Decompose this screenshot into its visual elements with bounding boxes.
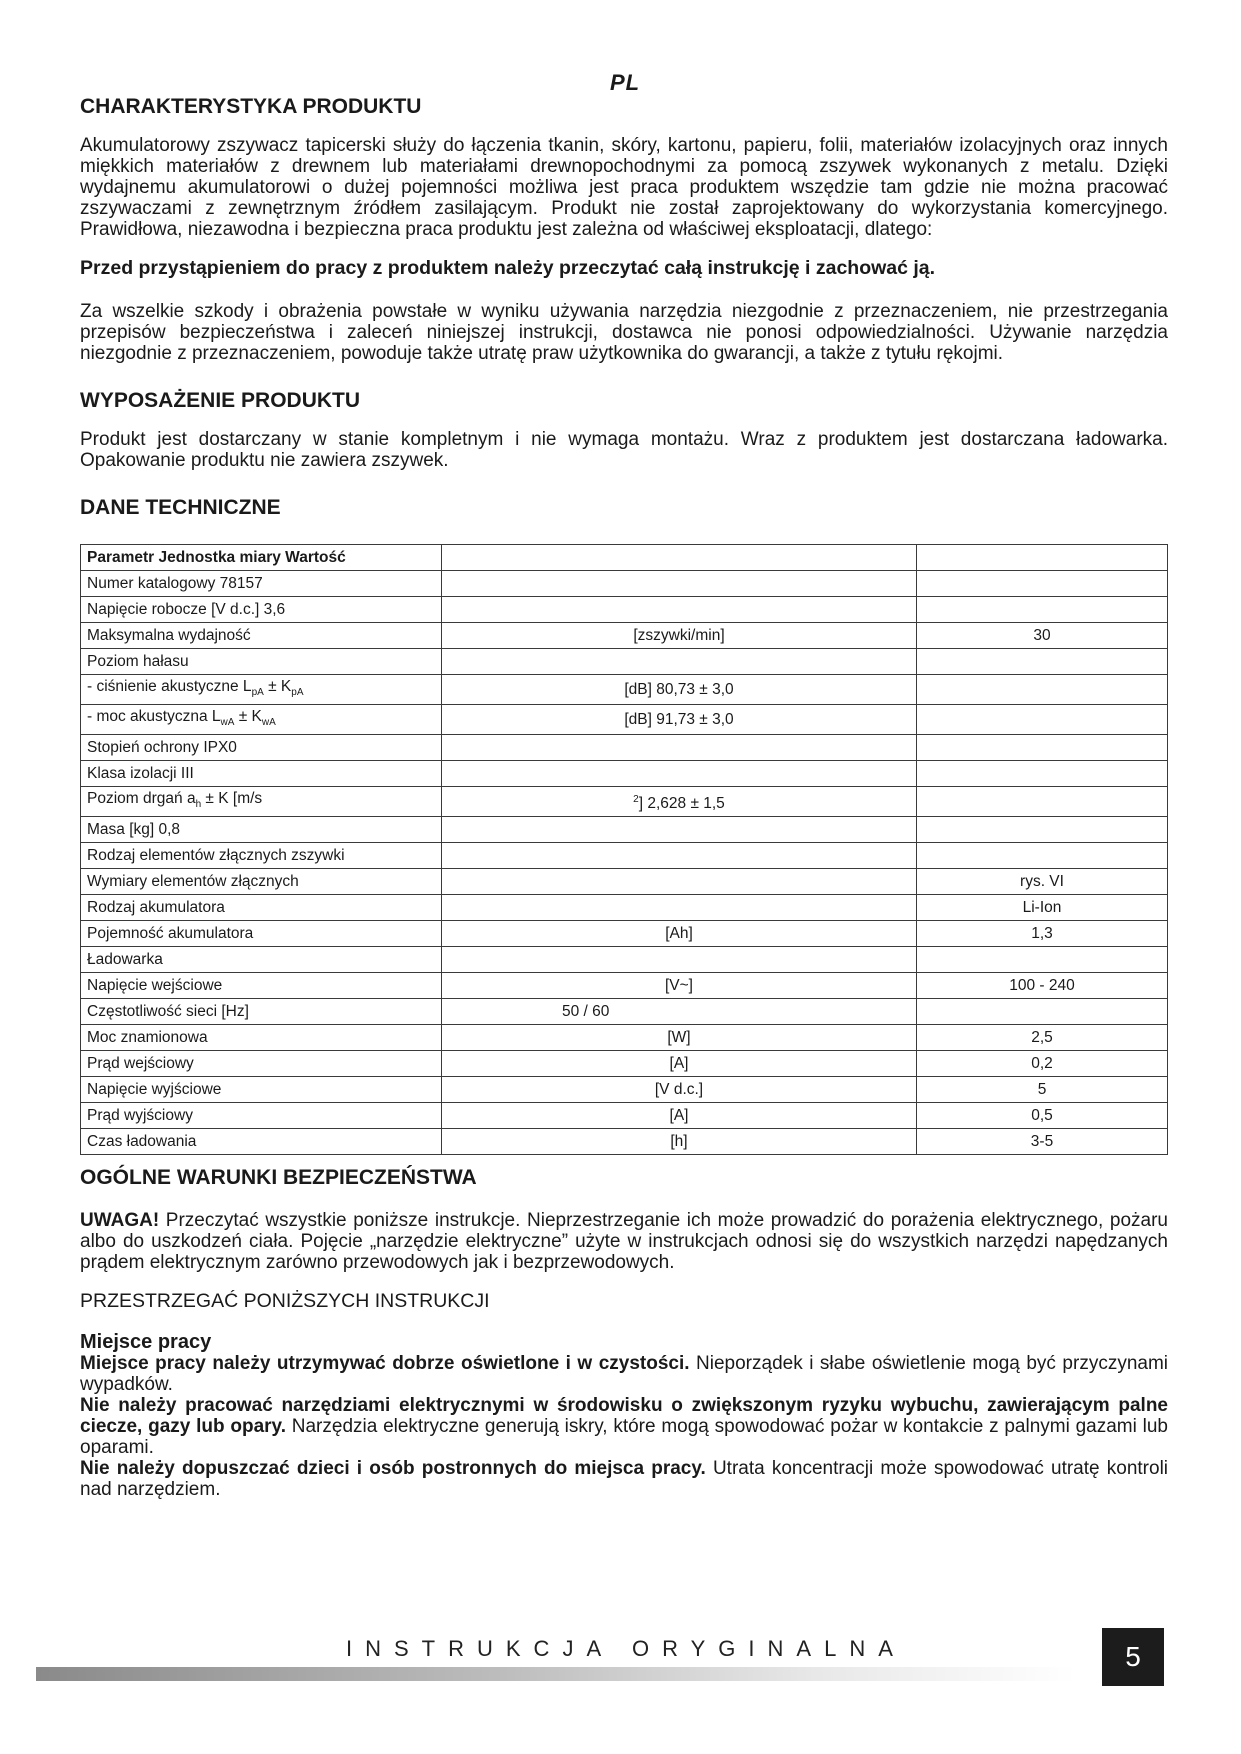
- unit-cell: [442, 787, 917, 817]
- param-subscript: wA: [261, 717, 276, 729]
- param-cell: Klasa izolacji III: [81, 761, 442, 787]
- param-cell: [81, 787, 442, 817]
- param-cell: Masa [kg] 0,8: [81, 817, 442, 843]
- param-text: Poziom drgań a: [87, 790, 196, 808]
- unit-cell: [442, 947, 917, 973]
- param-cell: Prąd wejściowy: [81, 1051, 442, 1077]
- unit-cell: [h]: [442, 1129, 917, 1155]
- table-row: [81, 999, 1168, 1025]
- unit-cell: [Ah]: [442, 921, 917, 947]
- param-cell: Prąd wyjściowy: [81, 1103, 442, 1129]
- subheading-workplace: Miejsce pracy: [80, 1331, 212, 1354]
- unit-cell: [442, 649, 917, 675]
- safety-item-text: Narzędzia elektryczne generują iskry, które mogą spowodować pożar w kontakcie z palnymi gazami lub oparami.: [80, 1416, 1168, 1459]
- param-cell: Wymiary elementów złącznych: [81, 869, 442, 895]
- warning-label: UWAGA!: [80, 1210, 160, 1232]
- read-instructions-warning: Przed przystąpieniem do pracy z produktem należy przeczytać całą instrukcję i zachować ją.: [80, 257, 936, 279]
- unit-cell: [442, 571, 917, 597]
- value-cell: 1,3: [917, 921, 1168, 947]
- value-cell: [917, 999, 1168, 1025]
- value-cell: [917, 571, 1168, 597]
- value-cell: 3-5: [917, 1129, 1168, 1155]
- table-row: [81, 921, 1168, 947]
- param-text: ± K: [263, 678, 292, 695]
- value-cell: 0,2: [917, 1051, 1168, 1077]
- value-cell: Li-Ion: [917, 895, 1168, 921]
- unit-cell: [W]: [442, 1025, 917, 1051]
- value-cell: [917, 843, 1168, 869]
- safety-item-bold: Nie należy dopuszczać dzieci i osób postronnych do miejsca pracy.: [80, 1458, 706, 1480]
- heading-safety: OGÓLNE WARUNKI BEZPIECZEŃSTWA: [80, 1166, 477, 1190]
- page-content: [80, 96, 1168, 1500]
- value-cell: [917, 649, 1168, 675]
- table-row: [81, 869, 1168, 895]
- table-row: [81, 597, 1168, 623]
- unit-text: ] 2,628 ± 1,5: [638, 795, 725, 813]
- heading-equipment: WYPOSAŻENIE PRODUKTU: [80, 389, 361, 412]
- safety-item-text: Utrata koncentracji może spowodować utratę kontroli nad narzędziem.: [80, 1458, 1169, 1501]
- param-subscript: pA: [291, 687, 304, 699]
- param-cell: Napięcie wyjściowe: [81, 1077, 442, 1103]
- value-cell: [917, 817, 1168, 843]
- param-cell: Maksymalna wydajność: [81, 623, 442, 649]
- follow-instructions: PRZESTRZEGAĆ PONIŻSZYCH INSTRUKCJI: [80, 1290, 490, 1313]
- param-cell: Poziom hałasu: [81, 649, 442, 675]
- value-cell: 30: [917, 623, 1168, 649]
- table-row: [81, 787, 1168, 817]
- safety-warning-paragraph: [80, 1210, 1168, 1273]
- param-subscript: pA: [251, 687, 264, 699]
- table-row: [81, 705, 1168, 735]
- table-row: [81, 817, 1168, 843]
- value-cell: [917, 705, 1168, 735]
- param-text: ± K [m/s: [201, 790, 263, 808]
- param-cell: Rodzaj elementów złącznych zszywki: [81, 843, 442, 869]
- value-cell: [917, 947, 1168, 973]
- unit-superscript: 2: [633, 794, 639, 806]
- equipment-paragraph: Produkt jest dostarczany w stanie kompletnym i nie wymaga montażu. Wraz z produktem jest dostarczana ładowarka. Opakowanie produktu nie zawiera zszywek.: [80, 429, 1168, 471]
- param-subscript: h: [195, 799, 202, 811]
- value-cell: [917, 675, 1168, 705]
- table-header-value: [917, 545, 1168, 571]
- value-cell: 5: [917, 1077, 1168, 1103]
- table-header-row: [81, 545, 1168, 571]
- param-cell: Napięcie wejściowe: [81, 973, 442, 999]
- table-row: [81, 735, 1168, 761]
- table-row: [81, 1051, 1168, 1077]
- table-row: [81, 1025, 1168, 1051]
- workplace-items: [80, 1353, 1168, 1500]
- param-cell: Pojemność akumulatora: [81, 921, 442, 947]
- unit-cell: [442, 761, 917, 787]
- liability-paragraph: Za wszelkie szkody i obrażenia powstałe w wyniku używania narzędzia niezgodnie z przeznaczeniem, nie przestrzegania przepisów bezpieczeństwa i zaleceń niniejszej instrukcji, dostawca nie ponosi odpowiedzialności. Używanie narzędzia niezgodnie z przeznaczeniem, powoduje także utratę praw użytkownika do gwarancji, a także z tytułu rękojmi.: [80, 301, 1168, 364]
- unit-cell: [442, 735, 917, 761]
- table-header-cell: Parametr Jednostka miary Wartość: [81, 545, 442, 571]
- param-text: ± K: [234, 708, 262, 726]
- safety-item: [80, 1458, 1168, 1500]
- param-text: - ciśnienie akustyczne L: [87, 678, 252, 695]
- param-cell: Napięcie robocze [V d.c.] 3,6: [81, 597, 442, 623]
- footer-gradient-bar: [36, 1667, 1076, 1681]
- table-row: [81, 649, 1168, 675]
- value-cell: 0,5: [917, 1103, 1168, 1129]
- safety-item-text: Nieporządek i słabe oświetlenie mogą być przyczynami wypadków.: [80, 1353, 1168, 1396]
- param-cell: Numer katalogowy 78157: [81, 571, 442, 597]
- table-row: [81, 761, 1168, 787]
- param-cell: Częstotliwość sieci [Hz]: [81, 999, 442, 1025]
- value-cell: [917, 761, 1168, 787]
- safety-item: [80, 1353, 1168, 1395]
- safety-item: [80, 1395, 1168, 1458]
- safety-item-bold: Miejsce pracy należy utrzymywać dobrze oświetlone i w czystości.: [80, 1353, 690, 1375]
- unit-cell: [A]: [442, 1103, 917, 1129]
- table-row: [81, 895, 1168, 921]
- value-cell: [917, 787, 1168, 817]
- unit-cell: [442, 597, 917, 623]
- unit-cell: [442, 843, 917, 869]
- param-cell: Rodzaj akumulatora: [81, 895, 442, 921]
- heading-characteristics: CHARAKTERYSTYKA PRODUKTU: [80, 95, 422, 118]
- unit-cell: [442, 895, 917, 921]
- table-row: [81, 1103, 1168, 1129]
- safety-item-bold: Nie należy pracować narzędziami elektrycznymi w środowisku o zwiększonym ryzyku wybuchu, zawierającym palne ciecze, gazy lub opary.: [80, 1395, 1168, 1438]
- param-subscript: wA: [220, 717, 235, 729]
- warning-text: Przeczytać wszystkie poniższe instrukcje. Nieprzestrzeganie ich może prowadzić do porażenia elektrycznego, pożaru albo do uszkodzeń ciała. Pojęcie „narzędzie elektryczne” użyte w instrukcjach odnosi się do wszystkich narzędzi napędzanych prądem elektrycznym zarówno przewodowych jak i bezprzewodowych.: [80, 1210, 1168, 1274]
- param-cell: Czas ładowania: [81, 1129, 442, 1155]
- table-header-unit: [442, 545, 917, 571]
- table-row: [81, 1077, 1168, 1103]
- footer-title: INSTRUKCJA ORYGINALNA: [346, 1636, 906, 1661]
- value-cell: 2,5: [917, 1025, 1168, 1051]
- unit-cell: [V d.c.]: [442, 1077, 917, 1103]
- value-cell: [917, 735, 1168, 761]
- table-row: [81, 1129, 1168, 1155]
- unit-cell: [zszywki/min]: [442, 623, 917, 649]
- table-row: [81, 623, 1168, 649]
- unit-cell: [442, 869, 917, 895]
- page-number: 5: [1102, 1628, 1164, 1686]
- technical-data-table: [80, 544, 1168, 1155]
- value-cell: 100 - 240: [917, 973, 1168, 999]
- value-cell: rys. VI: [917, 869, 1168, 895]
- unit-cell: 50 / 60: [442, 999, 917, 1025]
- unit-cell: [V~]: [442, 973, 917, 999]
- table-row: [81, 675, 1168, 705]
- unit-cell: [442, 817, 917, 843]
- param-cell: [81, 705, 442, 735]
- heading-technical-data: DANE TECHNICZNE: [80, 496, 281, 519]
- table-row: [81, 947, 1168, 973]
- characteristics-paragraph: Akumulatorowy zszywacz tapicerski służy do łączenia tkanin, skóry, kartonu, papieru, folii, materiałów izolacyjnych oraz innych miękkich materiałów z drewnem lub materiałami drewnopochodnymi za pomocą zszywek wykonanych z metalu. Dzięki wydajnemu akumulatorowi o dużej pojemności możliwa jest praca produktem wszędzie tam gdzie nie można pracować zszywaczami z zewnętrznym źródłem zasilającym. Produkt nie został zaprojektowany do wykorzystania komercyjnego. Prawidłowa, niezawodna i bezpieczna praca produktu jest zależna od właściwej eksploatacji, dlatego:: [80, 135, 1168, 240]
- language-code: PL: [610, 70, 641, 95]
- unit-cell: [dB] 80,73 ± 3,0: [442, 675, 917, 705]
- table-row: [81, 973, 1168, 999]
- param-cell: Stopień ochrony IPX0: [81, 735, 442, 761]
- table-row: [81, 843, 1168, 869]
- param-cell: Ładowarka: [81, 947, 442, 973]
- param-cell: Moc znamionowa: [81, 1025, 442, 1051]
- table-row: [81, 571, 1168, 597]
- unit-cell: [dB] 91,73 ± 3,0: [442, 705, 917, 735]
- unit-cell: [A]: [442, 1051, 917, 1077]
- param-cell: [81, 675, 442, 705]
- value-cell: [917, 597, 1168, 623]
- param-text: - moc akustyczna L: [87, 708, 221, 726]
